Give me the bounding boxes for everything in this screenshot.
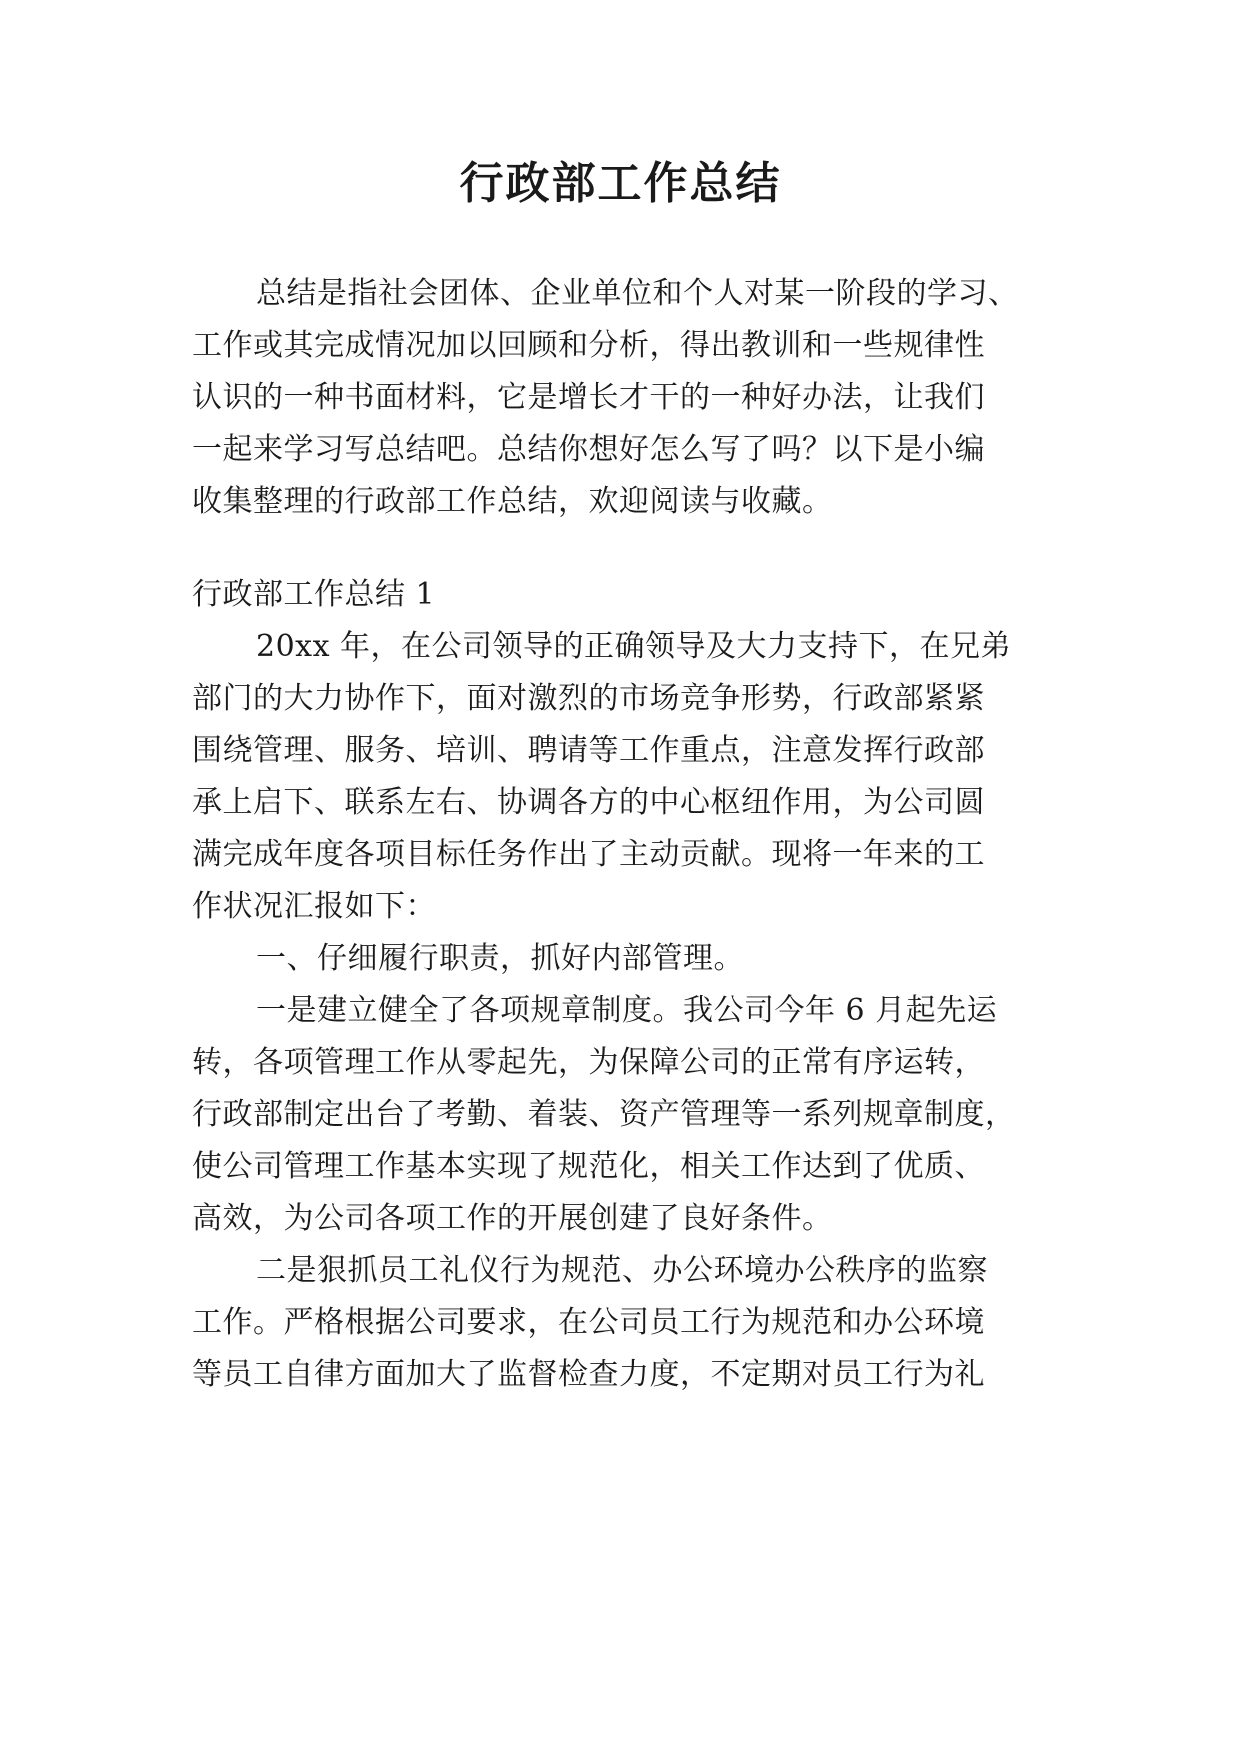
text-line: 认识的一种书面材料，它是增长才干的一种好办法，让我们	[192, 380, 985, 415]
text-line: 承上启下、联系左右、协调各方的中心枢纽作用，为公司圆	[192, 785, 985, 820]
text-line: 工作或其完成情况加以回顾和分析，得出教训和一些规律性	[192, 328, 985, 363]
text-line: 使公司管理工作基本实现了规范化，相关工作达到了优质、	[192, 1149, 985, 1184]
text-line: 等员工自律方面加大了监督检查力度，不定期对员工行为礼	[192, 1357, 985, 1392]
text-line: 二是狠抓员工礼仪行为规范、办公环境办公秩序的监察	[256, 1253, 988, 1288]
text-line: 一、仔细履行职责，抓好内部管理。	[256, 941, 744, 976]
text-line: 一起来学习写总结吧。总结你想好怎么写了吗？以下是小编	[192, 432, 985, 467]
document-title: 行政部工作总结	[459, 158, 782, 209]
text-line: 行政部制定出台了考勤、着装、资产管理等一系列规章制度，	[192, 1097, 1016, 1132]
text-line: 总结是指社会团体、企业单位和个人对某一阶段的学习、	[256, 276, 1019, 311]
section-heading: 行政部工作总结 1	[192, 577, 436, 612]
text-line: 20xx 年，在公司领导的正确领导及大力支持下，在兄弟	[256, 629, 1012, 664]
text-line: 围绕管理、服务、培训、聘请等工作重点，注意发挥行政部	[192, 733, 985, 768]
text-line: 作状况汇报如下：	[192, 889, 436, 924]
text-line: 部门的大力协作下，面对激烈的市场竞争形势，行政部紧紧	[192, 681, 985, 716]
text-line: 满完成年度各项目标任务作出了主动贡献。现将一年来的工	[192, 837, 985, 872]
text-line: 收集整理的行政部工作总结，欢迎阅读与收藏。	[192, 484, 833, 519]
text-line: 转，各项管理工作从零起先，为保障公司的正常有序运转，	[192, 1045, 985, 1080]
text-line: 高效，为公司各项工作的开展创建了良好条件。	[192, 1201, 833, 1236]
text-line: 工作。严格根据公司要求，在公司员工行为规范和办公环境	[192, 1305, 985, 1340]
text-line: 一是建立健全了各项规章制度。我公司今年 6 月起先运	[256, 993, 998, 1028]
